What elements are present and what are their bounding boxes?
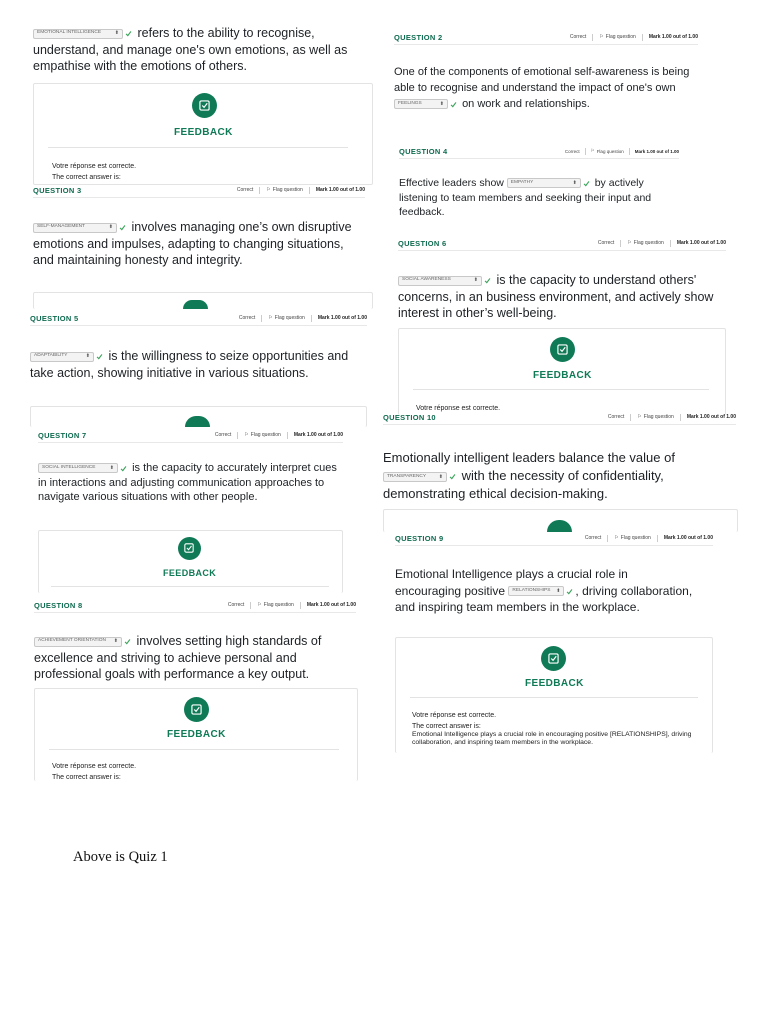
flag-question-button[interactable] [257,602,294,608]
mark-text: Mark 1.00 out of 1.00 [676,240,726,246]
flag-icon: ⚐ [266,187,271,193]
answer-select[interactable] [508,586,564,596]
feedback-label: FEEDBACK [525,678,584,689]
question-meta [237,187,365,194]
answer-select[interactable] [30,352,94,362]
status-text: Correct [607,414,625,420]
flag-label: Flag question [605,34,636,40]
status-text: Correct [597,240,615,246]
question-title: QUESTION 6 [398,238,447,248]
question-title: QUESTION 4 [399,146,448,156]
feedback-icon [178,537,201,560]
feedback-result: Votre réponse est correcte. [412,712,497,719]
check-icon [566,588,573,595]
question-title: QUESTION 8 [34,600,83,610]
question-10-text [383,449,733,503]
flag-label: Flag question [272,187,303,193]
divider [413,389,709,390]
check-icon [449,473,456,480]
question-title: QUESTION 10 [383,412,436,422]
question-text: involves managing one’s own disruptive emotions and impulses, adapting to changing situations, and maintaining honesty and integrity. [33,220,352,267]
question-title: QUESTION 5 [30,313,79,323]
feedback-result: Votre réponse est correcte. [52,763,137,770]
flag-question-button[interactable] [614,535,651,541]
select-value: ACHIEVEMENT ORIENTATION [38,638,106,644]
question-title: QUESTION 9 [395,533,444,543]
feedback-label: FEEDBACK [167,729,226,740]
answer-select[interactable] [33,223,117,233]
select-arrow-icon: ⬍ [109,464,114,471]
status-text: Correct [584,535,602,541]
question-meta [608,414,736,421]
check-icon [96,353,103,360]
question-meta [239,315,367,322]
flag-icon: ⚐ [590,148,595,153]
question-meta [228,602,356,609]
select-arrow-icon: ⬍ [572,179,577,186]
mark-text: Mark 1.00 out of 1.00 [634,148,679,154]
question-6-header [398,236,726,251]
question-title: QUESTION 3 [33,185,82,195]
feedback-panel [395,637,713,753]
flag-label: Flag question [263,602,294,608]
question-7-header [38,428,343,443]
select-arrow-icon: ⬍ [85,353,90,360]
feedback-label: FEEDBACK [163,568,217,578]
select-arrow-icon: ⬍ [114,30,119,37]
question-text: is the willingness to seize opportunities and take action, showing initiative in various situations. [30,349,349,380]
question-text: involves setting high standards of excellence and striving to achieve personal and professional goals with performance a key output. [34,634,322,681]
mark-text: Mark 1.00 out of 1.00 [663,535,713,541]
status-text: Correct [564,148,580,154]
select-arrow-icon: ⬍ [439,101,444,108]
feedback-icon [550,337,575,362]
answer-select[interactable] [34,637,122,647]
mark-text: Mark 1.00 out of 1.00 [686,414,736,420]
feedback-panel [383,509,738,532]
mark-text: Mark 1.00 out of 1.00 [317,315,367,321]
divider [51,586,329,587]
question-text: One of the components of emotional self-awareness is being able to recognise and understand the impact of one's own [394,66,690,94]
mark-text: Mark 1.00 out of 1.00 [315,187,365,193]
feedback-answer-heading: The correct answer is: [412,723,481,730]
flag-question-button[interactable] [627,240,664,246]
check-icon [119,224,126,231]
question-text: refers to the ability to recognise, understand, and manage one's own emotions, as well as empathise with the emotions of others. [33,26,348,73]
question-meta [598,240,726,247]
divider [49,749,339,750]
select-value: SELF-MANAGEMENT [37,224,85,230]
check-icon [125,30,132,37]
status-text: Correct [238,315,256,321]
question-meta [585,535,713,542]
select-arrow-icon: ⬍ [108,224,113,231]
answer-select[interactable] [394,99,448,109]
feedback-answer-heading: The correct answer is: [52,174,121,181]
question-text: is the capacity to accurately interpret cues in interactions and adjusting communication approaches to navigate various situations with other people. [38,462,337,503]
question-text-end: on work and relationships. [462,98,590,110]
question-text-end: by actively listening to team members and seeking their input and feedback. [399,177,652,218]
flag-label: Flag question [633,240,664,246]
question-5-text [30,348,365,381]
feedback-icon [192,93,217,118]
flag-question-button[interactable] [266,187,303,193]
question-5-header [30,311,367,326]
feedback-panel [34,688,358,781]
flag-label: Flag question [596,148,624,154]
feedback-label: FEEDBACK [533,370,592,381]
status-text: Correct [227,602,245,608]
feedback-answer-heading: The correct answer is: [52,774,121,780]
question-9-text [395,566,695,616]
question-title: QUESTION 2 [394,32,443,42]
answer-select[interactable] [398,276,482,286]
select-value: EMOTIONAL INTELLIGENCE [37,30,102,36]
question-text: Effective leaders show [399,177,504,189]
question-8-text [34,633,352,683]
select-value: SOCIAL INTELLIGENCE [42,464,96,470]
flag-icon: ⚐ [268,315,273,321]
question-meta [215,432,343,439]
select-arrow-icon: ⬍ [438,473,443,480]
answer-select[interactable] [383,472,447,482]
question-3-header [33,183,365,198]
feedback-icon [541,646,566,671]
question-title: QUESTION 7 [38,430,87,440]
divider [410,697,698,698]
feedback-result: Votre réponse est correcte. [52,163,137,170]
select-value: SOCIAL AWARENESS [402,277,451,283]
select-value: FEELINGS [398,101,422,107]
question-4-header [399,144,679,159]
feedback-panel [30,406,367,427]
document-caption: Above is Quiz 1 [73,849,168,865]
feedback-panel [33,83,373,185]
check-icon [484,277,491,284]
divider [48,147,348,148]
flag-label: Flag question [643,414,674,420]
feedback-icon [184,697,209,722]
feedback-result: Votre réponse est correcte. [416,405,501,412]
question-text-end: , driving collaboration, and inspiring team members in the workplace. [395,583,693,614]
flag-label: Flag question [250,432,281,438]
select-arrow-icon: ⬍ [556,588,561,595]
select-value: TRANSPARENCY [387,473,427,479]
flag-question-button[interactable] [268,315,305,321]
flag-icon: ⚐ [257,602,262,608]
answer-select[interactable] [33,29,123,39]
question-text: is the capacity to understand others' concerns, in an business environment, and actively show interest in other’s well-being. [398,273,714,320]
question-2-header [394,30,698,45]
question-2-text [394,64,699,112]
question-1-text [33,25,363,75]
check-icon [124,638,131,645]
select-value: EMPATHY [510,179,534,185]
mark-text: Mark 1.00 out of 1.00 [648,34,698,40]
question-4-text [399,176,679,220]
status-text: Correct [214,432,232,438]
flag-question-button[interactable] [637,414,674,420]
flag-question-button[interactable] [244,432,281,438]
mark-text: Mark 1.00 out of 1.00 [293,432,343,438]
question-6-text [398,272,718,322]
flag-label: Flag question [620,535,651,541]
feedback-icon [185,416,210,427]
flag-icon: ⚐ [599,34,604,40]
question-meta [570,34,698,41]
question-3-text [33,219,363,269]
feedback-panel [38,530,343,593]
question-text: Emotionally intelligent leaders balance the value of [383,450,675,465]
flag-icon: ⚐ [637,414,642,420]
select-arrow-icon: ⬍ [473,277,478,284]
question-text: Emotional Intelligence plays a crucial role in encouraging positive [395,567,628,598]
select-value: RELATIONSHIPS [512,588,551,594]
flag-icon: ⚐ [244,432,249,438]
question-meta [565,148,679,155]
feedback-icon [183,300,208,309]
flag-question-button[interactable] [599,34,636,40]
check-icon [120,465,127,472]
question-text-end: with the necessity of confidentiality, demonstrating ethical decision-making. [383,468,664,501]
answer-select[interactable] [38,463,118,473]
feedback-correct-answer: Emotional Intelligence plays a crucial role in encouraging positive [RELATIONSHIPS], driving collaboration, and inspiring team members in the workplace. [412,731,692,746]
flag-icon: ⚐ [614,535,619,541]
feedback-panel [33,292,373,309]
check-icon [450,101,457,108]
flag-icon: ⚐ [627,240,632,246]
answer-select[interactable] [507,178,581,188]
status-text: Correct [569,34,587,40]
select-arrow-icon: ⬍ [113,638,118,645]
check-icon [583,180,590,187]
status-text: Correct [236,187,254,193]
question-10-header [383,410,736,425]
select-value: ADAPTABILITY [34,353,68,359]
feedback-label: FEEDBACK [174,127,233,138]
mark-text: Mark 1.00 out of 1.00 [306,602,356,608]
question-9-header [395,531,713,546]
question-8-header [34,598,356,613]
question-7-text [38,461,338,505]
flag-label: Flag question [274,315,305,321]
flag-question-button[interactable] [591,148,624,154]
feedback-panel [398,328,726,415]
